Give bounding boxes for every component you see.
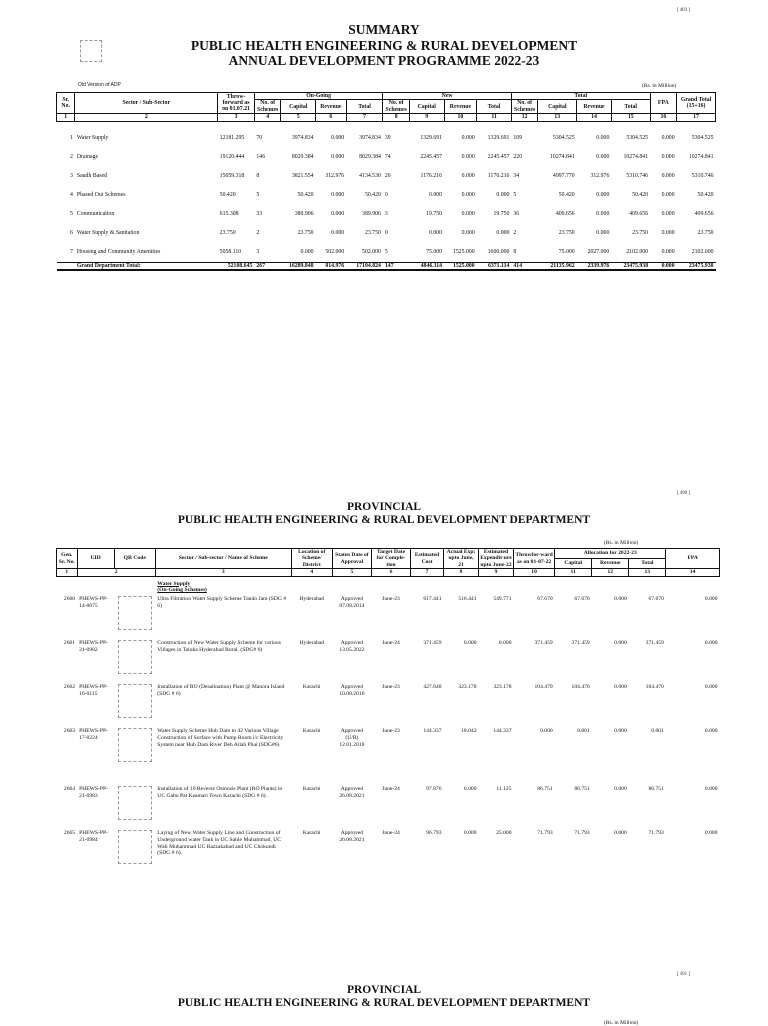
col-throw: Throw-forward as on 01.07.21 bbox=[218, 93, 255, 114]
col-capital: Capital bbox=[538, 100, 577, 114]
table-row: 4 Phased Out Schemes 50.420 5 50.420 0.000 50.420 0 0.000 0.000 0.000 5 50.420 0.000 50.420 0.000 50.420 bbox=[69, 192, 714, 199]
table-row: 5 Communication 615.308 33 389.906 0.000 389.906 3 19.750 0.000 19.750 36 409.656 0.000 409.656 0.000 409.656 bbox=[69, 211, 714, 218]
table-row: 2664 PHEWS-PP-21-0983 Installation of 10 Reverse Osmosis Plant (RO Plants) in UC Gabo Pat Keamari Town Karachi (SDG # 6). Karachi Approved 26.08.2021 June-24 97.876 0.000 11.125 86.751 86.751 0.000 86.751 0.000 bbox=[57, 785, 720, 829]
schemes-table bbox=[56, 548, 720, 885]
summary-table bbox=[56, 92, 716, 271]
col-qr: QR Code bbox=[114, 549, 155, 569]
col-sr: Sr. No. bbox=[57, 93, 75, 114]
col-revenue: Revenue bbox=[444, 100, 477, 114]
page-number: [ 491 ] bbox=[676, 972, 690, 977]
column-index-row: 1 2 3 4 5 6 7 8 9 10 11 12 13 14 15 16 17 bbox=[57, 114, 716, 121]
section-title: Water Supply bbox=[157, 580, 191, 587]
table-row: 2665 PHEWS-PP-21-0984 Laying of New Water Supply Line and Construction of Underground water Tank in UC Sahle Muhammad, UC Wali Muhammad UC Razzakabad and UC Chokundi (SDG # 6). Karachi Approved 26.08.2021 June-24 96.793 0.000 25.000 71.793 71.793 0.000 71.793 0.000 bbox=[57, 829, 720, 885]
col-fpa: FPA bbox=[666, 549, 720, 569]
col-revenue: Revenue bbox=[577, 100, 612, 114]
col-total: Total bbox=[477, 100, 512, 114]
col-sector: Sector / Sub-Sector bbox=[75, 93, 218, 114]
column-index-row: 1 2 3 4 5 6 7 8 9 10 11 12 13 14 bbox=[57, 569, 720, 576]
page-number: [ 403 ] bbox=[676, 8, 690, 13]
table-row: 2662 PHEWS-PP-16-0115 Installation of RO (Desalination) Plant @ Manora Island (SDG # 6) Karachi Approved 10.08.2016 June-23 427.648 323.178 323.178 104.470 104.470 0.000 104.470 0.000 bbox=[57, 683, 720, 727]
col-throw: Throwfor-ward as on 01-07-22 bbox=[514, 549, 555, 569]
col-schemes: No. of Schemes bbox=[511, 100, 538, 114]
col-grand: Grand Total (15+16) bbox=[677, 93, 716, 114]
page-title: PROVINCIAL PUBLIC HEALTH ENGINEERING & RURAL DEVELOPMENT DEPARTMENT bbox=[177, 501, 591, 527]
col-schemes: No. of Schemes bbox=[383, 100, 410, 114]
section-heading-row bbox=[57, 576, 720, 595]
col-estexp: Estimated Expendit-ure upto June-22 bbox=[480, 549, 512, 568]
table-row: 2661 PHEWS-PP-21-0982 Construction of New Water Supply Scheme for various Villages in Taluka Hyderabad Rural. (SDG# 6) Hyderabad Approved 13.05.2022 June-24 371.459 0.000 0.000 371.459 371.459 0.000 371.459 0.000 bbox=[57, 639, 720, 683]
units-label: (Rs. in Million) bbox=[642, 83, 677, 89]
group-ongoing: On-Going bbox=[254, 93, 383, 100]
subsection-title: (On-Going Schemes) bbox=[157, 587, 207, 594]
col-target: Target Date for Comple-tion bbox=[371, 549, 410, 569]
col-uid: UID bbox=[77, 549, 114, 569]
qr-code-icon bbox=[118, 830, 152, 864]
qr-code-icon bbox=[118, 684, 152, 718]
table-row: 2660 PHEWS-PP-14-0075 Ultra Filtration Water Supply Scheme Tando Jam (SDG # 6) Hyderabad Approved 07.08.2014 June-23 617.441 516.441 549.771 67.670 67.670 0.000 67.670 0.000 bbox=[57, 595, 720, 639]
col-location: Location of Scheme/ District bbox=[291, 549, 332, 569]
page-title: SUMMARY PUBLIC HEALTH ENGINEERING & RURAL DEVELOPMENT ANNUAL DEVELOPMENT PROGRAMME 2022-23 bbox=[190, 22, 578, 69]
old-version-label: Old Version of ADP bbox=[78, 82, 121, 88]
col-total: Total bbox=[346, 100, 383, 114]
col-status: Status Date of Approval bbox=[332, 549, 371, 569]
page-title: PROVINCIAL PUBLIC HEALTH ENGINEERING & RURAL DEVELOPMENT DEPARTMENT bbox=[177, 984, 591, 1010]
qr-code-icon bbox=[118, 728, 152, 762]
col-capital: Capital bbox=[409, 100, 444, 114]
table-row: 3 Saudh Based 15059.318 8 3821.554 312.976 4134.530 26 1176.216 0.000 1176.216 34 4997.770 312.976 5310.746 0.000 5310.746 bbox=[69, 173, 714, 180]
group-total: Total bbox=[511, 93, 650, 100]
table-row: 6 Water Supply & Sanitation 23.750 2 23.750 0.000 23.750 0 0.000 0.000 0.000 2 23.750 0.000 23.750 0.000 23.750 bbox=[69, 230, 714, 237]
units-label: (Rs. in Million) bbox=[604, 540, 639, 546]
qr-code-icon bbox=[118, 596, 152, 630]
qr-code-icon bbox=[118, 786, 152, 820]
col-schemes: No. of Schemes bbox=[254, 100, 281, 114]
col-revenue: Revenue bbox=[316, 100, 347, 114]
col-capital: Capital bbox=[281, 100, 316, 114]
col-estimated: Estimated Cost bbox=[411, 549, 444, 569]
col-total: Total bbox=[629, 559, 666, 569]
col-total: Total bbox=[611, 100, 650, 114]
table-row: 7 Housing and Community Amenities 5058.110 3 0.000 502.000 502.000 5 75.000 1525.000 1600.000 8 75.000 2027.000 2102.000 0.000 2102.000 bbox=[69, 249, 714, 256]
group-allocation: Allocation for 2022-23 bbox=[555, 549, 666, 559]
table-row: 2663 PHEWS-PP-17-0224 Water Supply Scheme Hub Dam to 42 Various Village Construction of Surface with Pump Room i/c Electricity System near Hub Dam River Deh Allah Phai (SDG#6) Karachi Approved (U/R) 12.01.2018 June-23 144.337 18.042 144.337 0.000 0.001 0.000 0.001 0.000 bbox=[57, 727, 720, 785]
group-new: New bbox=[383, 93, 512, 100]
col-fpa: FPA bbox=[650, 93, 677, 114]
page-number: [ 490 ] bbox=[676, 491, 690, 496]
col-capital: Capital bbox=[555, 559, 592, 569]
col-sector: Sector / Sub-sector / Name of Scheme bbox=[155, 549, 291, 569]
col-revenue: Revenue bbox=[592, 559, 629, 569]
table-row: 1 Water Supply 12181.295 70 3974.834 0.000 3974.834 39 1329.691 0.000 1329.691 109 5304.525 0.000 5304.525 0.000 5304.525 bbox=[69, 135, 714, 142]
col-actual: Actual Exp: upto June, 21 bbox=[444, 549, 479, 569]
col-gen-sr: Gen. Sr. No. bbox=[57, 549, 78, 569]
qr-code-icon bbox=[118, 640, 152, 674]
table-row: 2 Drainage 19120.444 146 8029.384 0.000 8029.384 74 2245.457 0.000 2245.457 220 10274.841 0.000 10274.841 0.000 10274.841 bbox=[69, 154, 714, 161]
units-label: (Rs. in Million) bbox=[604, 1020, 639, 1026]
grand-total-row: Grand Department Total: 52108.645 267 16289.848 814.976 17104.824 147 4846.114 1525.000 6371.114 414 21135.962 2339.976 23475.938 0.000 23475.938 bbox=[57, 262, 716, 270]
